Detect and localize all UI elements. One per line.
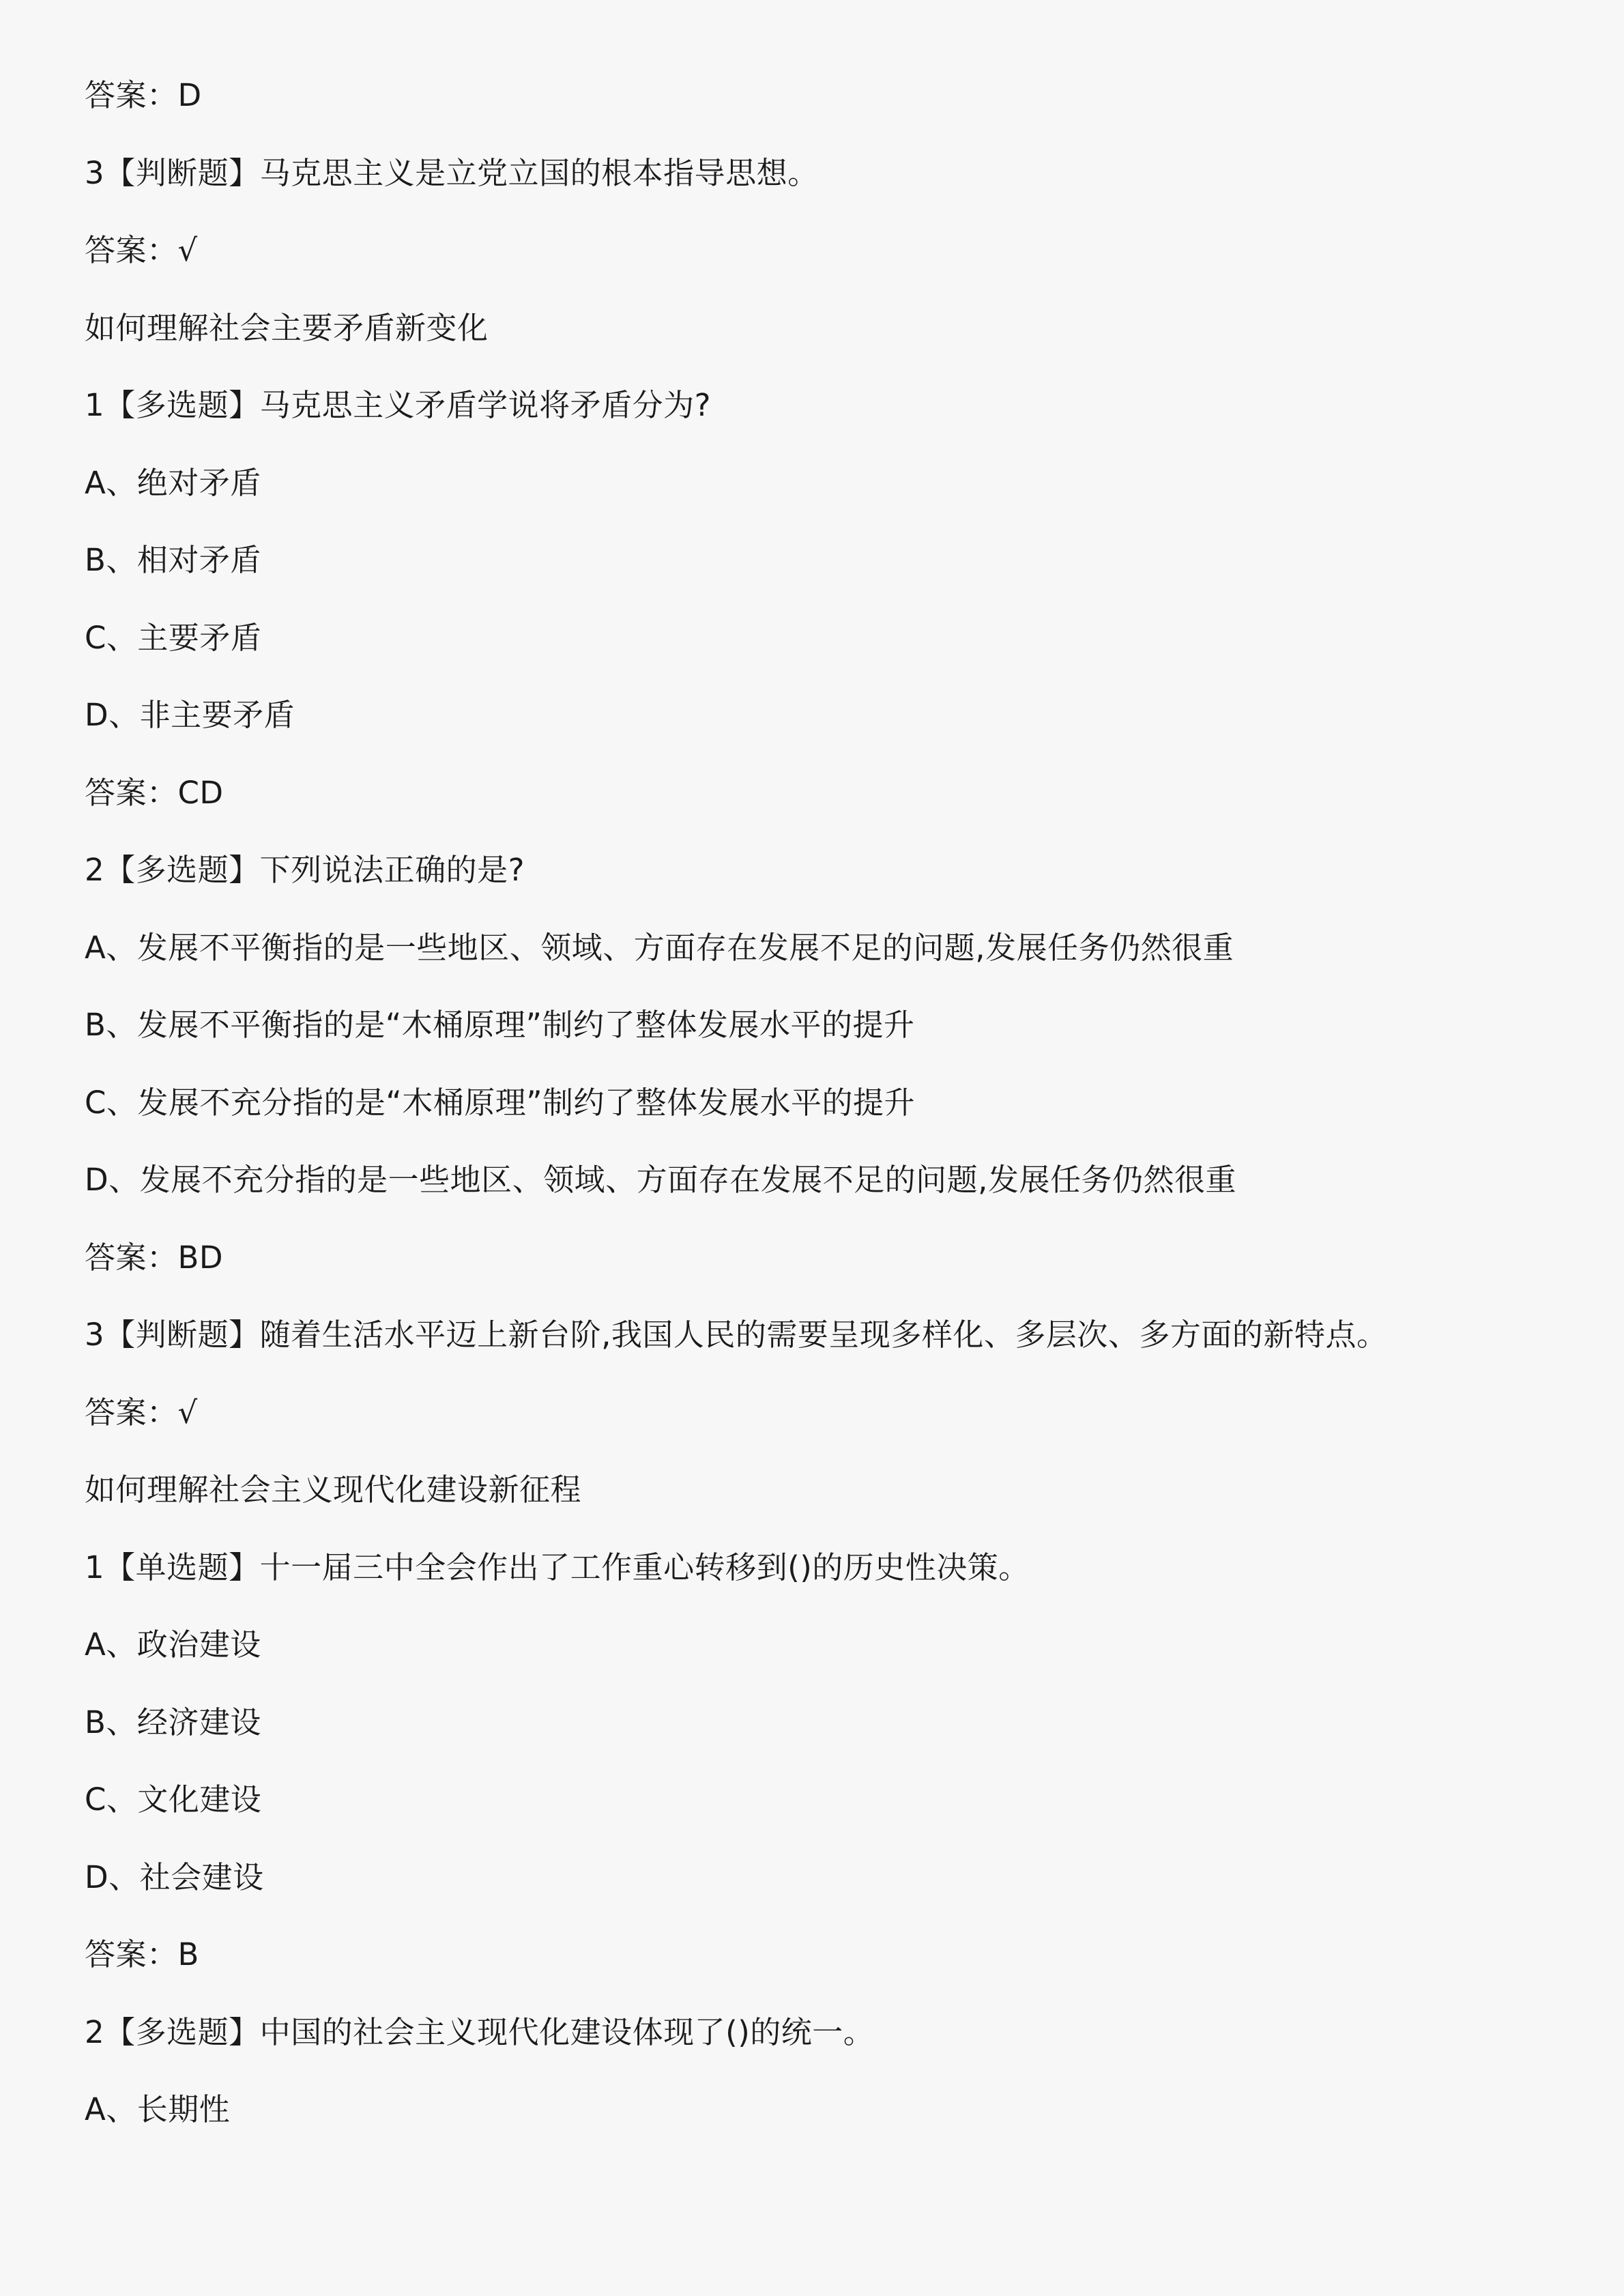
- answer-line: 答案：√: [85, 232, 198, 268]
- answer-line: 答案：D: [85, 77, 202, 113]
- question-line: 1【多选题】马克思主义矛盾学说将矛盾分为?: [85, 387, 712, 423]
- option-line: C、发展不充分指的是“木桶原理”制约了整体发展水平的提升: [85, 1084, 916, 1121]
- question-line: 2【多选题】下列说法正确的是?: [85, 852, 525, 888]
- answer-line: 答案：B: [85, 1936, 199, 1972]
- option-line: A、发展不平衡指的是一些地区、领域、方面存在发展不足的问题,发展任务仍然很重: [85, 929, 1234, 966]
- question-line: 3【判断题】随着生活水平迈上新台阶,我国人民的需要呈现多样化、多层次、多方面的新特点。: [85, 1317, 1388, 1353]
- section-heading: 如何理解社会主要矛盾新变化: [85, 309, 489, 346]
- option-line: B、发展不平衡指的是“木桶原理”制约了整体发展水平的提升: [85, 1007, 915, 1043]
- answer-line: 答案：CD: [85, 774, 224, 811]
- option-line: C、文化建设: [85, 1781, 262, 1818]
- answer-line: 答案：√: [85, 1394, 198, 1431]
- question-line: 3【判断题】马克思主义是立党立国的根本指导思想。: [85, 154, 819, 191]
- option-line: C、主要矛盾: [85, 619, 262, 656]
- document-body: [85, 75, 1552, 2167]
- answer-line: 答案：BD: [85, 1239, 224, 1276]
- option-line: B、经济建设: [85, 1704, 261, 1740]
- question-line: 2【多选题】中国的社会主义现代化建设体现了()的统一。: [85, 2013, 875, 2050]
- option-line: A、政治建设: [85, 1626, 261, 1663]
- question-line: 1【单选题】十一届三中全会作出了工作重心转移到()的历史性决策。: [85, 1549, 1030, 1585]
- option-line: D、社会建设: [85, 1859, 264, 1895]
- option-line: A、长期性: [85, 2091, 231, 2127]
- option-line: D、发展不充分指的是一些地区、领域、方面存在发展不足的问题,发展任务仍然很重: [85, 1162, 1236, 1198]
- option-line: A、绝对矛盾: [85, 464, 261, 501]
- option-line: D、非主要矛盾: [85, 697, 295, 733]
- option-line: B、相对矛盾: [85, 542, 261, 578]
- section-heading: 如何理解社会主义现代化建设新征程: [85, 1472, 582, 1508]
